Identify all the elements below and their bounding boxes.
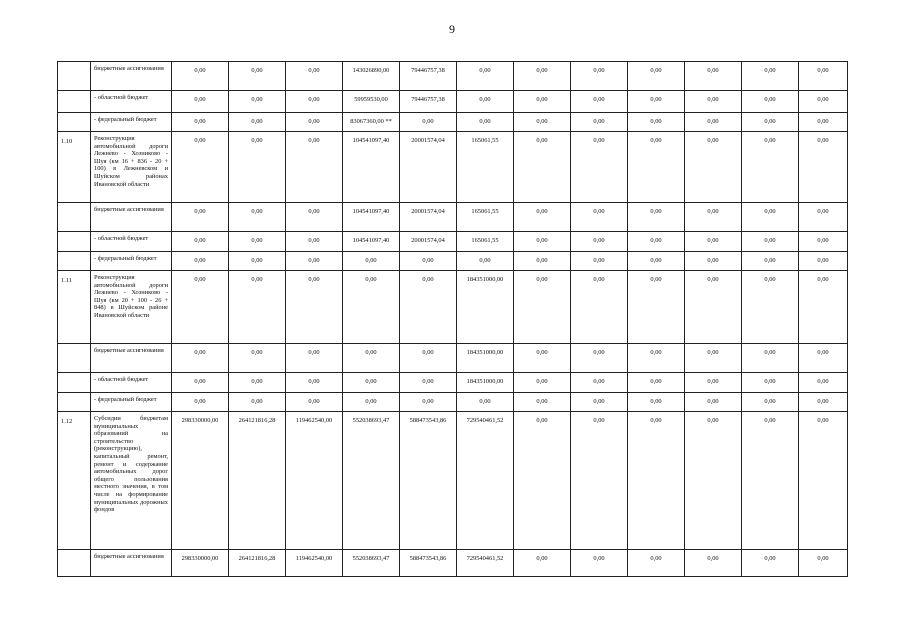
value-cell: 0,00 (514, 373, 571, 393)
value-cell: 0,00 (742, 91, 799, 113)
value-cell: 0,00 (571, 393, 628, 412)
value-cell: 0,00 (685, 62, 742, 91)
value-cell: 0,00 (685, 252, 742, 271)
value-cell: 0,00 (514, 550, 571, 577)
value-cell: 0,00 (229, 393, 286, 412)
value-cell: 104541097,40 (343, 232, 400, 252)
value-cell: 0,00 (628, 113, 685, 132)
value-cell: 0,00 (457, 113, 514, 132)
row-index-cell: 1.10 (58, 132, 91, 203)
value-cell: 0,00 (628, 373, 685, 393)
table-body (58, 62, 848, 577)
value-cell: 0,00 (514, 203, 571, 232)
value-cell: 0,00 (742, 550, 799, 577)
value-cell: 0,00 (286, 373, 343, 393)
value-cell: 104541097,40 (343, 132, 400, 203)
value-cell: 0,00 (742, 232, 799, 252)
value-cell: 0,00 (799, 113, 848, 132)
table-row (58, 203, 848, 232)
row-name-cell: - федеральный бюджет (91, 393, 172, 412)
value-cell: 0,00 (742, 62, 799, 91)
value-cell: 143026890,00 (343, 62, 400, 91)
value-cell: 0,00 (172, 203, 229, 232)
row-index-cell (58, 232, 91, 252)
value-cell: 0,00 (685, 393, 742, 412)
value-cell: 0,00 (172, 252, 229, 271)
value-cell: 0,00 (571, 344, 628, 373)
value-cell: 0,00 (229, 62, 286, 91)
row-name-cell: - федеральный бюджет (91, 252, 172, 271)
table-row (58, 132, 848, 203)
value-cell: 0,00 (286, 203, 343, 232)
table-row (58, 271, 848, 344)
value-cell: 0,00 (400, 113, 457, 132)
value-cell: 0,00 (799, 412, 848, 550)
value-cell: 0,00 (742, 412, 799, 550)
value-cell: 0,00 (799, 393, 848, 412)
value-cell: 0,00 (286, 132, 343, 203)
row-index-cell (58, 344, 91, 373)
value-cell: 0,00 (571, 232, 628, 252)
row-name-cell: - областной бюджет (91, 232, 172, 252)
value-cell: 165061,55 (457, 232, 514, 252)
value-cell: 0,00 (286, 113, 343, 132)
value-cell: 0,00 (685, 232, 742, 252)
value-cell: 0,00 (799, 62, 848, 91)
value-cell: 0,00 (343, 393, 400, 412)
row-name-cell: - областной бюджет (91, 91, 172, 113)
value-cell: 0,00 (628, 252, 685, 271)
value-cell: 729540461,52 (457, 550, 514, 577)
value-cell: 165061,55 (457, 203, 514, 232)
value-cell: 0,00 (742, 373, 799, 393)
value-cell: 0,00 (514, 252, 571, 271)
value-cell: 0,00 (400, 271, 457, 344)
row-name-cell: бюджетные ассигнования (91, 62, 172, 91)
table-row (58, 373, 848, 393)
value-cell: 0,00 (742, 132, 799, 203)
value-cell: 0,00 (571, 132, 628, 203)
table-row (58, 344, 848, 373)
table-row (58, 232, 848, 252)
table-row (58, 62, 848, 91)
value-cell: 0,00 (172, 132, 229, 203)
row-index-cell (58, 373, 91, 393)
value-cell: 104541097,40 (343, 203, 400, 232)
value-cell: 0,00 (571, 550, 628, 577)
value-cell: 0,00 (685, 113, 742, 132)
value-cell: 0,00 (343, 373, 400, 393)
value-cell: 0,00 (628, 132, 685, 203)
value-cell: 0,00 (172, 62, 229, 91)
value-cell: 0,00 (628, 62, 685, 91)
value-cell: 0,00 (514, 91, 571, 113)
value-cell: 0,00 (685, 373, 742, 393)
value-cell: 0,00 (742, 271, 799, 344)
value-cell: 0,00 (514, 132, 571, 203)
row-name-cell: - федеральный бюджет (91, 113, 172, 132)
value-cell: 0,00 (286, 252, 343, 271)
row-name-cell: бюджетные ассигнования (91, 344, 172, 373)
value-cell: 0,00 (172, 393, 229, 412)
value-cell: 0,00 (514, 62, 571, 91)
value-cell: 0,00 (571, 62, 628, 91)
value-cell: 588473543,86 (400, 412, 457, 550)
value-cell: 79446757,38 (400, 91, 457, 113)
value-cell: 0,00 (514, 271, 571, 344)
value-cell: 165061,55 (457, 132, 514, 203)
value-cell: 79446757,38 (400, 62, 457, 91)
value-cell: 0,00 (343, 271, 400, 344)
value-cell: 184351000,00 (457, 271, 514, 344)
value-cell: 298330000,00 (172, 412, 229, 550)
value-cell: 0,00 (172, 91, 229, 113)
value-cell: 0,00 (628, 344, 685, 373)
value-cell: 0,00 (799, 203, 848, 232)
value-cell: 0,00 (343, 252, 400, 271)
value-cell: 0,00 (628, 232, 685, 252)
page-number: 9 (449, 22, 455, 36)
value-cell: 0,00 (286, 344, 343, 373)
value-cell: 83067360,00 ** (343, 113, 400, 132)
table-row (58, 252, 848, 271)
value-cell: 0,00 (400, 373, 457, 393)
value-cell: 0,00 (400, 344, 457, 373)
row-name-cell: Реконструкция автомобильной дороги Лежнево - Хозниково - Шуя (км 20 + 100 - 26 + 848) в Шуйском районе Ивановской области (91, 271, 172, 344)
value-cell: 0,00 (571, 271, 628, 344)
table-row (58, 91, 848, 113)
value-cell: 729540461,52 (457, 412, 514, 550)
row-index-cell (58, 113, 91, 132)
row-name-cell: бюджетные ассигнования (91, 203, 172, 232)
value-cell: 0,00 (286, 62, 343, 91)
table-row (58, 113, 848, 132)
budget-table (57, 61, 848, 577)
value-cell: 0,00 (286, 91, 343, 113)
value-cell: 0,00 (799, 271, 848, 344)
value-cell: 0,00 (799, 373, 848, 393)
value-cell: 264121816,28 (229, 412, 286, 550)
value-cell: 184351000,00 (457, 373, 514, 393)
value-cell: 0,00 (628, 393, 685, 412)
value-cell: 0,00 (229, 91, 286, 113)
value-cell: 0,00 (400, 252, 457, 271)
value-cell: 0,00 (742, 203, 799, 232)
value-cell: 0,00 (628, 91, 685, 113)
value-cell: 0,00 (628, 271, 685, 344)
row-index-cell (58, 550, 91, 577)
value-cell: 0,00 (229, 113, 286, 132)
value-cell: 0,00 (742, 113, 799, 132)
value-cell: 264121816,28 (229, 550, 286, 577)
value-cell: 59959530,00 (343, 91, 400, 113)
value-cell: 0,00 (172, 271, 229, 344)
row-index-cell (58, 393, 91, 412)
value-cell: 0,00 (628, 203, 685, 232)
value-cell: 0,00 (229, 271, 286, 344)
value-cell: 0,00 (514, 113, 571, 132)
value-cell: 0,00 (514, 344, 571, 373)
value-cell: 20001574,04 (400, 232, 457, 252)
value-cell: 0,00 (799, 550, 848, 577)
value-cell: 0,00 (172, 373, 229, 393)
value-cell: 20001574,04 (400, 132, 457, 203)
value-cell: 0,00 (799, 232, 848, 252)
value-cell: 0,00 (571, 91, 628, 113)
value-cell: 0,00 (343, 344, 400, 373)
value-cell: 0,00 (229, 373, 286, 393)
row-index-cell (58, 203, 91, 232)
value-cell: 0,00 (457, 91, 514, 113)
row-index-cell (58, 252, 91, 271)
row-index-cell: 1.11 (58, 271, 91, 344)
value-cell: 0,00 (457, 252, 514, 271)
value-cell: 0,00 (799, 132, 848, 203)
value-cell: 552038693,47 (343, 412, 400, 550)
row-index-cell (58, 91, 91, 113)
value-cell: 20001574,04 (400, 203, 457, 232)
value-cell: 0,00 (742, 252, 799, 271)
value-cell: 0,00 (799, 252, 848, 271)
value-cell: 0,00 (229, 203, 286, 232)
value-cell: 0,00 (457, 393, 514, 412)
value-cell: 0,00 (229, 252, 286, 271)
value-cell: 0,00 (514, 412, 571, 550)
value-cell: 0,00 (571, 252, 628, 271)
value-cell: 0,00 (286, 232, 343, 252)
row-name-cell: бюджетные ассигнования (91, 550, 172, 577)
value-cell: 0,00 (172, 232, 229, 252)
value-cell: 0,00 (685, 412, 742, 550)
value-cell: 184351000,00 (457, 344, 514, 373)
table-row (58, 550, 848, 577)
value-cell: 0,00 (229, 344, 286, 373)
value-cell: 0,00 (685, 203, 742, 232)
value-cell: 0,00 (685, 91, 742, 113)
value-cell: 0,00 (229, 132, 286, 203)
value-cell: 552038693,47 (343, 550, 400, 577)
row-name-cell: Субсидии бюджетам муниципальных образований на строительство (реконструкцию), капитальный ремонт, ремонт и содержание автомобильных дорог общего пользования местного значения, в том числе на формирование муниципальных дорожных фондов (91, 412, 172, 550)
row-name-cell: - областной бюджет (91, 373, 172, 393)
value-cell: 0,00 (685, 271, 742, 344)
value-cell: 0,00 (685, 550, 742, 577)
value-cell: 0,00 (799, 91, 848, 113)
value-cell: 0,00 (229, 232, 286, 252)
value-cell: 119462540,00 (286, 412, 343, 550)
value-cell: 0,00 (571, 412, 628, 550)
value-cell: 0,00 (286, 393, 343, 412)
value-cell: 0,00 (628, 412, 685, 550)
value-cell: 0,00 (172, 344, 229, 373)
value-cell: 0,00 (799, 344, 848, 373)
table-row (58, 412, 848, 550)
table-row (58, 393, 848, 412)
value-cell: 119462540,00 (286, 550, 343, 577)
value-cell: 0,00 (514, 393, 571, 412)
value-cell: 0,00 (685, 344, 742, 373)
value-cell: 0,00 (685, 132, 742, 203)
row-index-cell (58, 62, 91, 91)
value-cell: 298330000,00 (172, 550, 229, 577)
row-index-cell: 1.12 (58, 412, 91, 550)
value-cell: 0,00 (571, 373, 628, 393)
value-cell: 0,00 (742, 344, 799, 373)
value-cell: 588473543,86 (400, 550, 457, 577)
value-cell: 0,00 (742, 393, 799, 412)
value-cell: 0,00 (286, 271, 343, 344)
row-name-cell: Реконструкция автомобильной дороги Лежнево - Хозниково - Шуя (км 16 + 836 - 20 + 100) в Лежневском и Шуйском районах Ивановской области (91, 132, 172, 203)
value-cell: 0,00 (571, 203, 628, 232)
value-cell: 0,00 (514, 232, 571, 252)
value-cell: 0,00 (172, 113, 229, 132)
value-cell: 0,00 (400, 393, 457, 412)
value-cell: 0,00 (571, 113, 628, 132)
value-cell: 0,00 (457, 62, 514, 91)
value-cell: 0,00 (628, 550, 685, 577)
